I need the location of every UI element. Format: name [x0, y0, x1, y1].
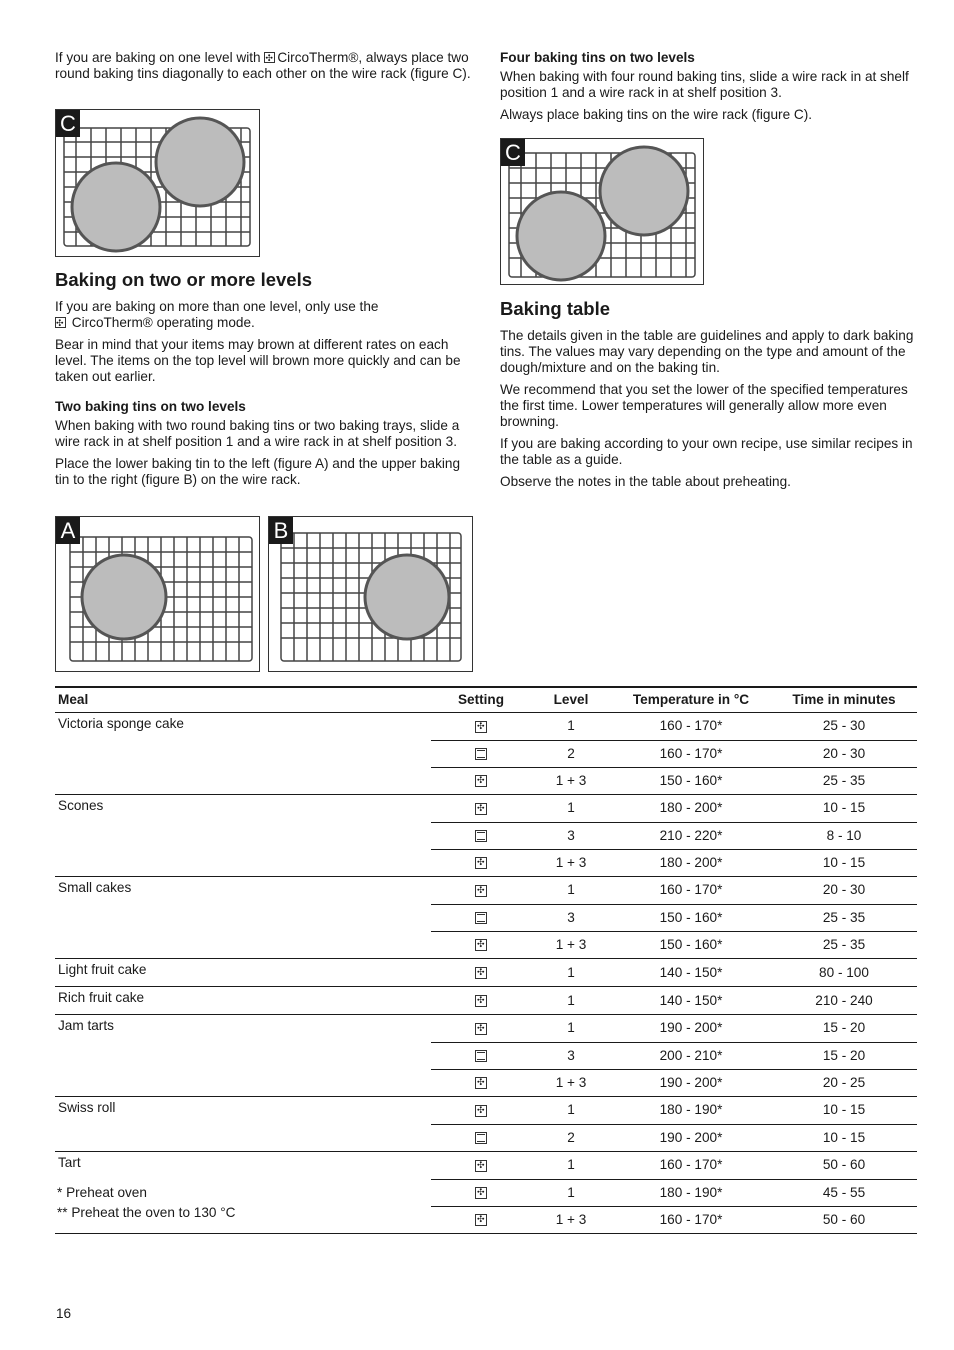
fan-icon — [475, 721, 487, 733]
setting-cell — [431, 740, 531, 767]
level-cell: 3 — [531, 1042, 611, 1069]
wire-rack-diagram — [269, 517, 472, 671]
table-row — [55, 1124, 917, 1152]
top-bottom-heat-icon — [475, 912, 487, 924]
meal-cell: Scones — [55, 795, 431, 823]
table-row — [55, 795, 917, 823]
figure-b-wire-rack — [268, 516, 473, 672]
table-row — [55, 740, 917, 767]
meal-cell: Victoria sponge cake — [55, 713, 431, 741]
meal-cell: Swiss roll — [55, 1097, 431, 1125]
fan-icon — [475, 1160, 487, 1172]
circotherm-icon — [55, 317, 66, 328]
temperature-cell: 190 - 200* — [611, 1015, 771, 1043]
fan-icon — [475, 803, 487, 815]
meal-cell — [55, 904, 431, 931]
left-column-body — [55, 269, 473, 494]
right-column-body — [500, 298, 918, 496]
level-cell: 1 — [531, 1179, 611, 1206]
top-bottom-heat-icon — [475, 830, 487, 842]
figure-label: C — [56, 110, 80, 137]
setting-cell — [431, 877, 531, 905]
temperature-cell: 200 - 210* — [611, 1042, 771, 1069]
level-cell: 3 — [531, 904, 611, 931]
level-cell: 1 — [531, 877, 611, 905]
time-cell: 10 - 15 — [771, 1097, 917, 1125]
time-cell: 8 - 10 — [771, 822, 917, 849]
time-cell: 25 - 30 — [771, 713, 917, 741]
fan-icon — [475, 1023, 487, 1035]
fan-icon — [475, 967, 487, 979]
baking-table — [55, 686, 917, 1234]
table-row — [55, 1015, 917, 1043]
level-cell: 1 + 3 — [531, 849, 611, 877]
setting-cell — [431, 767, 531, 795]
figure-label: A — [56, 517, 80, 544]
fan-icon — [475, 1105, 487, 1117]
wire-rack-diagram — [56, 517, 259, 671]
paragraph: The details given in the table are guidelines and apply to dark baking tins. The values may vary depending on the type and amount of the dough/mixture and on the baking tin. — [500, 328, 914, 375]
temperature-cell: 160 - 170* — [611, 877, 771, 905]
fan-icon — [475, 1214, 487, 1226]
fan-icon — [475, 885, 487, 897]
temperature-cell: 180 - 190* — [611, 1097, 771, 1125]
temperature-cell: 160 - 170* — [611, 1206, 771, 1234]
temperature-cell: 160 - 170* — [611, 740, 771, 767]
top-bottom-heat-icon — [475, 1050, 487, 1062]
intro-paragraph: If you are baking on one level with ✣CircoTherm®, always place two round baking tins diagonally to each other on the wire rack (figure C). — [55, 50, 473, 82]
setting-cell — [431, 713, 531, 741]
time-cell: 10 - 15 — [771, 1124, 917, 1152]
footnotes — [57, 1185, 236, 1225]
header-time: Time in minutes — [771, 687, 917, 713]
section-heading-baking-table: Baking table — [500, 298, 610, 319]
temperature-cell: 160 - 170* — [611, 713, 771, 741]
paragraph: We recommend that you set the lower of the specified temperatures the first time. Lower temperatures will generally allow more even browning. — [500, 382, 908, 429]
temperature-cell: 150 - 160* — [611, 767, 771, 795]
level-cell: 1 + 3 — [531, 1206, 611, 1234]
setting-cell — [431, 931, 531, 959]
paragraph: Bear in mind that your items may brown at different rates on each level. The items on the top level will brown more quickly and can be taken out earlier. — [55, 337, 461, 384]
table-row — [55, 1042, 917, 1069]
setting-cell — [431, 1152, 531, 1180]
meal-cell — [55, 849, 431, 877]
table-row — [55, 713, 917, 741]
table-row — [55, 877, 917, 905]
paragraph: Observe the notes in the table about preheating. — [500, 474, 791, 489]
table-row — [55, 959, 917, 987]
paragraph: If you are baking on more than one level, only use the ✣ CircoTherm® operating mode. — [55, 299, 473, 331]
header-meal: Meal — [55, 687, 431, 713]
level-cell: 1 — [531, 987, 611, 1015]
setting-cell — [431, 987, 531, 1015]
table-row — [55, 1152, 917, 1180]
setting-cell — [431, 849, 531, 877]
time-cell: 80 - 100 — [771, 959, 917, 987]
level-cell: 1 — [531, 959, 611, 987]
figure-label: C — [501, 139, 525, 166]
setting-cell — [431, 1015, 531, 1043]
table-row — [55, 767, 917, 795]
table-row — [55, 1097, 917, 1125]
setting-cell — [431, 795, 531, 823]
top-bottom-heat-icon — [475, 1132, 487, 1144]
setting-cell — [431, 959, 531, 987]
paragraph: When baking with two round baking tins or two baking trays, slide a wire rack in at shelf position 1 and a wire rack in at shelf position 3. — [55, 418, 460, 449]
subheading-four-tins: Four baking tins on two levels — [500, 50, 695, 65]
header-level: Level — [531, 687, 611, 713]
top-bottom-heat-icon — [475, 748, 487, 760]
temperature-cell: 210 - 220* — [611, 822, 771, 849]
meal-cell — [55, 1069, 431, 1097]
temperature-cell: 180 - 200* — [611, 795, 771, 823]
temperature-cell: 160 - 170* — [611, 1152, 771, 1180]
time-cell: 25 - 35 — [771, 931, 917, 959]
paragraph: When baking with four round baking tins, slide a wire rack in at shelf position 1 and a wire rack in at shelf position 3. — [500, 69, 909, 100]
fan-icon — [475, 939, 487, 951]
temperature-cell: 180 - 200* — [611, 849, 771, 877]
setting-cell — [431, 1206, 531, 1234]
fan-icon — [475, 857, 487, 869]
time-cell: 15 - 20 — [771, 1042, 917, 1069]
meal-cell — [55, 767, 431, 795]
footnote: ** Preheat the oven to 130 °C — [57, 1205, 236, 1220]
meal-cell: Rich fruit cake — [55, 987, 431, 1015]
wire-rack-diagram — [56, 110, 259, 256]
setting-cell — [431, 1179, 531, 1206]
level-cell: 2 — [531, 740, 611, 767]
meal-cell: Tart — [55, 1152, 431, 1180]
temperature-cell: 180 - 190* — [611, 1179, 771, 1206]
time-cell: 50 - 60 — [771, 1152, 917, 1180]
setting-cell — [431, 1097, 531, 1125]
table-row — [55, 931, 917, 959]
meal-cell — [55, 931, 431, 959]
level-cell: 1 — [531, 1015, 611, 1043]
level-cell: 3 — [531, 822, 611, 849]
wire-rack-diagram — [501, 139, 703, 284]
temperature-cell: 140 - 150* — [611, 987, 771, 1015]
figure-c-wire-rack — [55, 109, 260, 257]
time-cell: 10 - 15 — [771, 849, 917, 877]
left-column — [55, 50, 473, 88]
figure-c-wire-rack-right — [500, 138, 704, 285]
table-row — [55, 987, 917, 1015]
level-cell: 1 — [531, 795, 611, 823]
fan-icon — [475, 1077, 487, 1089]
level-cell: 1 + 3 — [531, 1069, 611, 1097]
time-cell: 45 - 55 — [771, 1179, 917, 1206]
figure-label: B — [269, 517, 293, 544]
meal-cell: Jam tarts — [55, 1015, 431, 1043]
fan-icon — [475, 775, 487, 787]
time-cell: 50 - 60 — [771, 1206, 917, 1234]
temperature-cell: 150 - 160* — [611, 904, 771, 931]
time-cell: 10 - 15 — [771, 795, 917, 823]
temperature-cell: 190 - 200* — [611, 1124, 771, 1152]
setting-cell — [431, 1069, 531, 1097]
table-row — [55, 1069, 917, 1097]
table-row — [55, 904, 917, 931]
page-number: 16 — [56, 1306, 72, 1321]
time-cell: 20 - 30 — [771, 740, 917, 767]
temperature-cell: 190 - 200* — [611, 1069, 771, 1097]
meal-cell: Light fruit cake — [55, 959, 431, 987]
level-cell: 1 + 3 — [531, 931, 611, 959]
temperature-cell: 140 - 150* — [611, 959, 771, 987]
time-cell: 25 - 35 — [771, 767, 917, 795]
level-cell: 1 — [531, 713, 611, 741]
table-header-row — [55, 687, 917, 713]
table-row — [55, 849, 917, 877]
fan-icon — [475, 1187, 487, 1199]
header-temperature: Temperature in °C — [611, 687, 771, 713]
setting-cell — [431, 822, 531, 849]
fan-icon — [475, 995, 487, 1007]
time-cell: 25 - 35 — [771, 904, 917, 931]
level-cell: 1 — [531, 1097, 611, 1125]
footnote: * Preheat oven — [57, 1185, 147, 1200]
level-cell: 1 + 3 — [531, 767, 611, 795]
figure-a-wire-rack — [55, 516, 260, 672]
meal-cell: Small cakes — [55, 877, 431, 905]
setting-cell — [431, 1124, 531, 1152]
time-cell: 20 - 30 — [771, 877, 917, 905]
right-column — [500, 50, 918, 129]
meal-cell — [55, 740, 431, 767]
section-heading-levels: Baking on two or more levels — [55, 269, 313, 290]
subheading-two-tins: Two baking tins on two levels — [55, 399, 246, 414]
level-cell: 2 — [531, 1124, 611, 1152]
header-setting: Setting — [431, 687, 531, 713]
circotherm-icon — [264, 52, 275, 63]
meal-cell — [55, 822, 431, 849]
level-cell: 1 — [531, 1152, 611, 1180]
setting-cell — [431, 1042, 531, 1069]
paragraph: Place the lower baking tin to the left (figure A) and the upper baking tin to the right (figure B) on the wire rack. — [55, 456, 461, 487]
time-cell: 210 - 240 — [771, 987, 917, 1015]
meal-cell — [55, 1124, 431, 1152]
table-row — [55, 822, 917, 849]
setting-cell — [431, 904, 531, 931]
paragraph: Always place baking tins on the wire rack (figure C). — [500, 107, 813, 122]
temperature-cell: 150 - 160* — [611, 931, 771, 959]
time-cell: 20 - 25 — [771, 1069, 917, 1097]
meal-cell — [55, 1042, 431, 1069]
time-cell: 15 - 20 — [771, 1015, 917, 1043]
paragraph: If you are baking according to your own recipe, use similar recipes in the table as a guide. — [500, 436, 913, 467]
